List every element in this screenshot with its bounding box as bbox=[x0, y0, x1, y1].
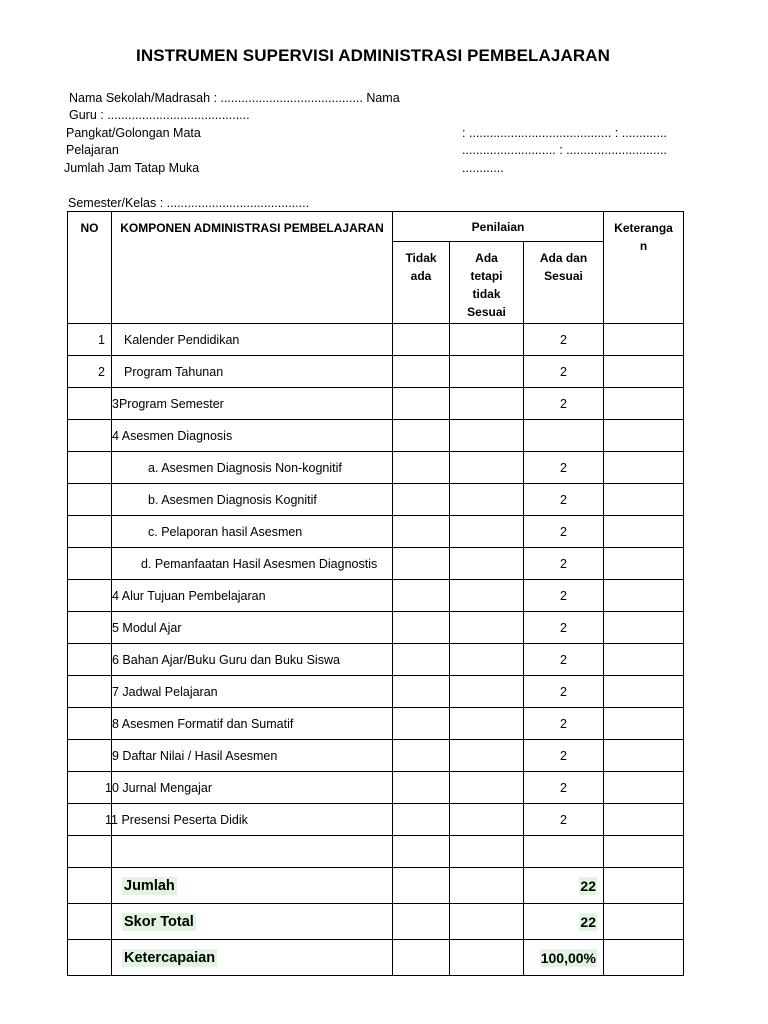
table-row bbox=[68, 580, 684, 612]
summary-row bbox=[68, 904, 684, 940]
table-row bbox=[68, 452, 684, 484]
cell-keterangan bbox=[604, 420, 684, 452]
cell-tidak-ada bbox=[393, 836, 450, 868]
row-component bbox=[112, 356, 393, 388]
table-row bbox=[68, 708, 684, 740]
cell-ada-tetapi-tidak-sesuai bbox=[450, 708, 524, 740]
row-component-label: 9 Daftar Nilai / Hasil Asesmen bbox=[112, 748, 278, 763]
cell-keterangan bbox=[604, 740, 684, 772]
row-component-label: b. Asesmen Diagnosis Kognitif bbox=[148, 492, 317, 507]
header-line-4-right: ........................... : ............................. bbox=[462, 143, 667, 157]
summary-number-cell bbox=[68, 904, 112, 940]
cell-keterangan bbox=[604, 324, 684, 356]
cell-ada-tetapi-tidak-sesuai bbox=[450, 836, 524, 868]
cell-keterangan bbox=[604, 708, 684, 740]
cell-tidak-ada bbox=[393, 516, 450, 548]
table-row bbox=[68, 388, 684, 420]
row-component-label: 4 Asesmen Diagnosis bbox=[112, 428, 233, 443]
summary-label-cell bbox=[112, 904, 393, 940]
summary-value-cell bbox=[524, 940, 604, 976]
row-number bbox=[68, 676, 112, 708]
cell-tidak-ada bbox=[393, 740, 450, 772]
header-line-4-left: Pelajaran bbox=[66, 143, 119, 157]
summary-ada-tetapi-cell bbox=[450, 868, 524, 904]
table-row bbox=[68, 676, 684, 708]
row-component-label: d. Pemanfaatan Hasil Asesmen Diagnostis bbox=[141, 556, 378, 571]
cell-ada-dan-sesuai: 2 bbox=[524, 548, 604, 580]
cell-ada-tetapi-tidak-sesuai bbox=[450, 356, 524, 388]
summary-value: 22 bbox=[580, 877, 596, 894]
header-ada-tetapi-line-2: tetapi bbox=[470, 269, 503, 283]
header-keterangan bbox=[604, 212, 684, 324]
cell-keterangan bbox=[604, 580, 684, 612]
header-komponen: KOMPONEN ADMINISTRASI PEMBELAJARAN bbox=[112, 212, 393, 324]
summary-row bbox=[68, 940, 684, 976]
summary-label: Ketercapaian bbox=[124, 949, 216, 966]
table-row bbox=[68, 484, 684, 516]
cell-tidak-ada bbox=[393, 772, 450, 804]
cell-tidak-ada bbox=[393, 324, 450, 356]
cell-keterangan bbox=[604, 356, 684, 388]
row-component bbox=[112, 516, 393, 548]
cell-tidak-ada bbox=[393, 420, 450, 452]
header-ada-tetapi-line-3: tidak bbox=[472, 287, 501, 301]
header-line-1: Nama Sekolah/Madrasah : ......................................... Nama bbox=[69, 91, 400, 105]
row-component-label: 11 Presensi Peserta Didik bbox=[105, 812, 248, 827]
cell-ada-dan-sesuai bbox=[524, 836, 604, 868]
supervision-table bbox=[67, 211, 684, 976]
cell-ada-dan-sesuai: 2 bbox=[524, 740, 604, 772]
table-row bbox=[68, 420, 684, 452]
cell-ada-tetapi-tidak-sesuai bbox=[450, 676, 524, 708]
row-component bbox=[112, 612, 393, 644]
page-title: INSTRUMEN SUPERVISI ADMINISTRASI PEMBELAJARAN bbox=[136, 46, 610, 65]
row-number bbox=[68, 740, 112, 772]
row-component-label: Program Tahunan bbox=[124, 364, 224, 379]
cell-tidak-ada bbox=[393, 644, 450, 676]
table-row bbox=[68, 644, 684, 676]
row-number: 2 bbox=[68, 356, 112, 388]
cell-keterangan bbox=[604, 804, 684, 836]
cell-tidak-ada bbox=[393, 388, 450, 420]
row-number bbox=[68, 484, 112, 516]
cell-keterangan bbox=[604, 772, 684, 804]
summary-tidak-ada-cell bbox=[393, 940, 450, 976]
cell-ada-dan-sesuai: 2 bbox=[524, 516, 604, 548]
summary-label: Jumlah bbox=[124, 877, 175, 894]
header-line-3-right: : ......................................... : ............. bbox=[462, 126, 667, 140]
summary-label-cell bbox=[112, 940, 393, 976]
cell-tidak-ada bbox=[393, 708, 450, 740]
row-component bbox=[112, 708, 393, 740]
header-line-5-left: Jumlah Jam Tatap Muka bbox=[64, 161, 200, 175]
cell-ada-tetapi-tidak-sesuai bbox=[450, 548, 524, 580]
cell-ada-dan-sesuai: 2 bbox=[524, 452, 604, 484]
cell-ada-dan-sesuai: 2 bbox=[524, 804, 604, 836]
row-component bbox=[112, 420, 393, 452]
header-penilaian: Penilaian bbox=[393, 212, 604, 242]
cell-tidak-ada bbox=[393, 452, 450, 484]
cell-keterangan bbox=[604, 644, 684, 676]
cell-tidak-ada bbox=[393, 804, 450, 836]
row-component bbox=[112, 676, 393, 708]
header-ada-sesuai-line-2: Sesuai bbox=[544, 269, 583, 283]
table-row bbox=[68, 324, 684, 356]
row-component-label: 5 Modul Ajar bbox=[112, 620, 182, 635]
cell-tidak-ada bbox=[393, 676, 450, 708]
header-ada-tetapi-line-4: Sesuai bbox=[467, 305, 506, 319]
header-ada-tetapi-line-1: Ada bbox=[475, 251, 498, 265]
row-component bbox=[105, 804, 393, 836]
table-row bbox=[68, 804, 684, 836]
header-ada-sesuai-line-1: Ada dan bbox=[539, 251, 588, 265]
row-number bbox=[68, 708, 112, 740]
cell-keterangan bbox=[604, 452, 684, 484]
cell-ada-tetapi-tidak-sesuai bbox=[450, 516, 524, 548]
row-component bbox=[112, 740, 393, 772]
cell-keterangan bbox=[604, 484, 684, 516]
cell-tidak-ada bbox=[393, 580, 450, 612]
summary-tidak-ada-cell bbox=[393, 868, 450, 904]
row-number bbox=[68, 548, 112, 580]
summary-value-cell bbox=[524, 904, 604, 940]
cell-ada-dan-sesuai: 2 bbox=[524, 356, 604, 388]
row-component-label: a. Asesmen Diagnosis Non-kognitif bbox=[148, 460, 342, 475]
cell-ada-tetapi-tidak-sesuai bbox=[450, 580, 524, 612]
summary-ada-tetapi-cell bbox=[450, 904, 524, 940]
cell-ada-tetapi-tidak-sesuai bbox=[450, 644, 524, 676]
summary-row bbox=[68, 868, 684, 904]
header-line-5-right: ............ bbox=[462, 161, 504, 175]
cell-ada-tetapi-tidak-sesuai bbox=[450, 420, 524, 452]
cell-tidak-ada bbox=[393, 356, 450, 388]
row-number bbox=[68, 836, 112, 868]
row-component-label: 8 Asesmen Formatif dan Sumatif bbox=[112, 716, 294, 731]
cell-ada-tetapi-tidak-sesuai bbox=[450, 484, 524, 516]
header-no: NO bbox=[68, 212, 112, 324]
header-keterangan-line-2: n bbox=[639, 239, 648, 253]
cell-ada-dan-sesuai: 2 bbox=[524, 388, 604, 420]
summary-label-cell bbox=[112, 868, 393, 904]
header-line-2: Guru : ......................................... bbox=[69, 108, 250, 122]
row-component bbox=[112, 836, 393, 868]
table-row bbox=[68, 612, 684, 644]
row-component-label: 4 Alur Tujuan Pembelajaran bbox=[112, 588, 266, 603]
cell-keterangan bbox=[604, 836, 684, 868]
row-number bbox=[68, 580, 112, 612]
row-component bbox=[112, 644, 393, 676]
row-component bbox=[112, 388, 393, 420]
cell-ada-dan-sesuai: 2 bbox=[524, 772, 604, 804]
cell-ada-dan-sesuai: 2 bbox=[524, 612, 604, 644]
header-tidak-ada bbox=[393, 242, 450, 324]
header-tidak-ada-line-2: ada bbox=[410, 269, 432, 283]
row-component-label: 10 Jurnal Mengajar bbox=[105, 780, 213, 795]
row-component bbox=[105, 772, 393, 804]
cell-tidak-ada bbox=[393, 484, 450, 516]
cell-ada-dan-sesuai: 2 bbox=[524, 580, 604, 612]
cell-keterangan bbox=[604, 612, 684, 644]
summary-value-cell bbox=[524, 868, 604, 904]
cell-ada-dan-sesuai: 2 bbox=[524, 484, 604, 516]
row-number bbox=[68, 388, 112, 420]
row-component bbox=[112, 548, 393, 580]
row-number: 1 bbox=[68, 324, 112, 356]
summary-ada-tetapi-cell bbox=[450, 940, 524, 976]
row-component-label: c. Pelaporan hasil Asesmen bbox=[148, 524, 303, 539]
cell-ada-dan-sesuai: 2 bbox=[524, 708, 604, 740]
header-ada-tetapi-tidak-sesuai bbox=[450, 242, 524, 324]
cell-ada-tetapi-tidak-sesuai bbox=[450, 804, 524, 836]
cell-ada-tetapi-tidak-sesuai bbox=[450, 772, 524, 804]
cell-ada-tetapi-tidak-sesuai bbox=[450, 388, 524, 420]
summary-tidak-ada-cell bbox=[393, 904, 450, 940]
semester-kelas-line: Semester/Kelas : ......................................... bbox=[68, 196, 310, 210]
header-line-3-left: Pangkat/Golongan Mata bbox=[66, 126, 201, 140]
header-keterangan-line-1: Keteranga bbox=[614, 221, 673, 235]
cell-keterangan bbox=[604, 548, 684, 580]
summary-keterangan-cell bbox=[604, 868, 684, 904]
cell-keterangan bbox=[604, 388, 684, 420]
cell-keterangan bbox=[604, 516, 684, 548]
row-number bbox=[68, 452, 112, 484]
table-row bbox=[68, 356, 684, 388]
cell-ada-dan-sesuai: 2 bbox=[524, 644, 604, 676]
table-row bbox=[68, 740, 684, 772]
table-row bbox=[68, 836, 684, 868]
row-number bbox=[68, 516, 112, 548]
table-row bbox=[68, 516, 684, 548]
row-component bbox=[112, 452, 393, 484]
table-header-row bbox=[68, 212, 684, 242]
row-number bbox=[68, 644, 112, 676]
row-component bbox=[112, 580, 393, 612]
cell-ada-tetapi-tidak-sesuai bbox=[450, 452, 524, 484]
summary-keterangan-cell bbox=[604, 904, 684, 940]
row-component-label: 3Program Semester bbox=[112, 396, 224, 411]
summary-number-cell bbox=[68, 940, 112, 976]
cell-ada-tetapi-tidak-sesuai bbox=[450, 324, 524, 356]
table-row bbox=[68, 548, 684, 580]
header-ada-dan-sesuai bbox=[524, 242, 604, 324]
row-component-label: Kalender Pendidikan bbox=[124, 332, 240, 347]
cell-tidak-ada bbox=[393, 612, 450, 644]
summary-value: 22 bbox=[580, 913, 596, 930]
summary-number-cell bbox=[68, 868, 112, 904]
cell-ada-tetapi-tidak-sesuai bbox=[450, 740, 524, 772]
cell-keterangan bbox=[604, 676, 684, 708]
cell-tidak-ada bbox=[393, 548, 450, 580]
row-component bbox=[112, 324, 393, 356]
row-component bbox=[112, 484, 393, 516]
summary-label: Skor Total bbox=[124, 913, 194, 930]
row-number bbox=[68, 420, 112, 452]
cell-ada-dan-sesuai bbox=[524, 420, 604, 452]
row-component-label: 6 Bahan Ajar/Buku Guru dan Buku Siswa bbox=[112, 652, 340, 667]
cell-ada-tetapi-tidak-sesuai bbox=[450, 612, 524, 644]
summary-value: 100,00% bbox=[540, 949, 596, 966]
table-row bbox=[68, 772, 684, 804]
row-number bbox=[68, 612, 112, 644]
header-tidak-ada-line-1: Tidak bbox=[405, 251, 437, 265]
summary-keterangan-cell bbox=[604, 940, 684, 976]
cell-ada-dan-sesuai: 2 bbox=[524, 676, 604, 708]
cell-ada-dan-sesuai: 2 bbox=[524, 324, 604, 356]
row-component-label: 7 Jadwal Pelajaran bbox=[112, 684, 218, 699]
